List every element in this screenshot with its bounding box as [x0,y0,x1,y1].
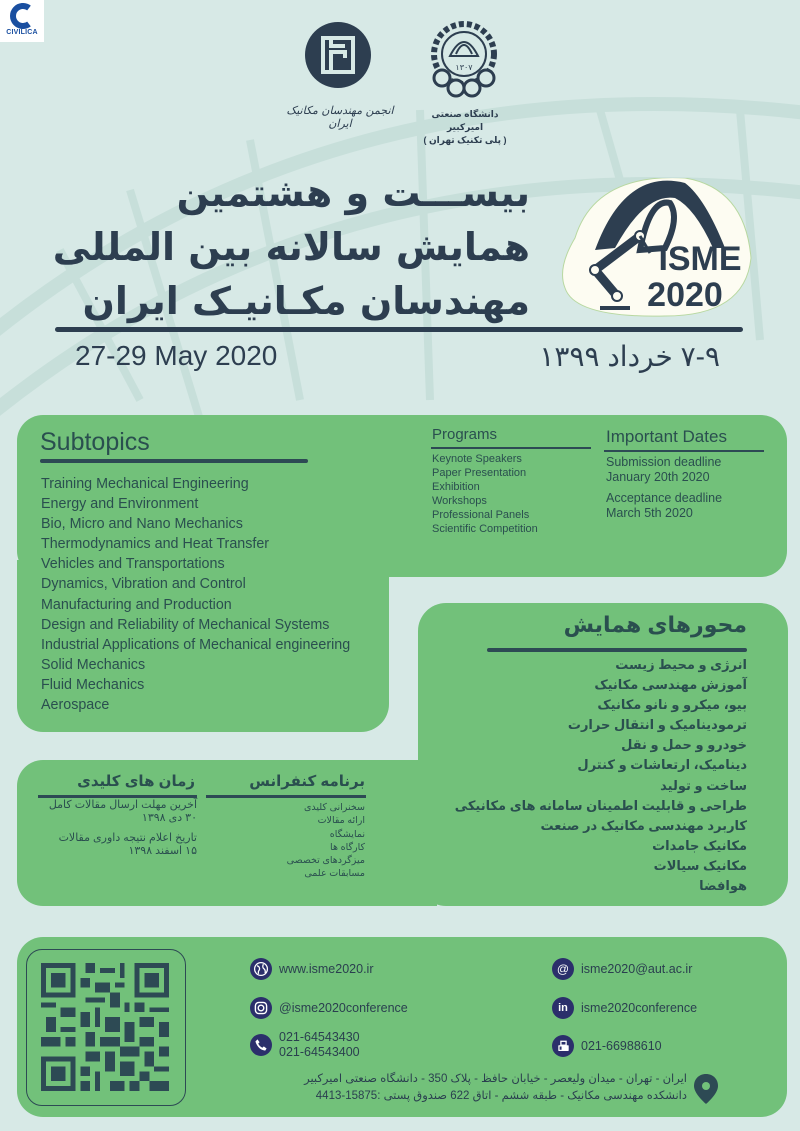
list-item: Professional Panels [432,509,530,522]
list-item: Thermodynamics and Heat Transfer [41,536,270,553]
list-item: Energy and Environment [41,496,199,513]
programs-list [432,452,538,537]
important-dates-heading: Important Dates [606,427,727,446]
at-sign-icon: @ [552,958,574,980]
contact-instagram[interactable] [250,997,408,1019]
list-item: Aerospace [41,697,110,714]
ime-society-logo [305,22,371,88]
date-label: تاریخ اعلام نتیجه داوری مقالات [58,832,197,844]
list-item: خودرو و حمل و نقل [621,737,747,753]
contact-phone[interactable] [250,1030,360,1060]
list-item: ارائه مقالات [317,815,365,827]
civilica-logo-icon [9,3,35,29]
postal-address [250,1071,687,1105]
civilica-watermark[interactable] [0,0,44,42]
list-item: Paper Presentation [432,467,527,480]
list-item: Scientific Competition [432,523,538,536]
ime-logo-caption: انجمن مهندسان مکانیک ایران [286,104,394,130]
list-item: Workshops [432,495,487,508]
key-dates-fa-underline [38,795,197,798]
list-item: Industrial Applications of Mechanical engineering [41,636,351,653]
date-value: March 5th 2020 [606,506,693,520]
key-dates-fa-list [30,799,197,858]
program-fa-list [210,801,365,881]
date-value: January 20th 2020 [606,470,710,484]
list-item: نمایشگاه [329,828,365,840]
instagram-handle[interactable]: @isme2020conference [279,1001,408,1015]
list-item: Solid Mechanics [41,656,146,673]
isme-logo-text: ISME [658,240,742,278]
fax-icon [552,1035,574,1057]
subtopics-underline [40,459,308,463]
list-item: آموزش مهندسی مکانیک [594,677,747,693]
date-label: Acceptance deadline [606,491,723,505]
fax-number[interactable]: 021-66988610 [581,1039,662,1053]
phone-icon [250,1034,272,1056]
subtopics-heading: Subtopics [40,428,150,456]
phone-number-2[interactable]: 021-64543400 [279,1045,360,1059]
title-line-2: همایش سالانه بین المللی [52,225,530,269]
program-fa-underline [206,795,366,798]
contact-fax[interactable] [552,1035,662,1057]
globe-icon [250,958,272,980]
list-item: Dynamics, Vibration and Control [41,576,246,593]
program-fa-heading: برنامه کنفرانس [249,773,365,790]
date-label: Submission deadline [606,455,722,469]
list-item: سخنرانی کلیدی [304,802,365,813]
civilica-label: CIVILICA [6,29,38,36]
isme-logo-year: 2020 [647,276,723,314]
list-item: دینامیک، ارتعاشات و کنترل [577,757,747,773]
subtopics-list [41,474,350,715]
list-item: کارگاه ها [330,841,365,853]
aut-logo-caption [420,108,510,147]
list-item: میزگردهای تخصصی [286,855,365,867]
contact-website[interactable] [250,958,373,980]
list-item: Exhibition [432,481,480,494]
email-link[interactable]: isme2020@aut.ac.ir [581,962,693,976]
aut-caption-line1: دانشگاه صنعتی امیرکبیر [431,109,499,132]
contact-linkedin[interactable] [552,997,697,1019]
list-item: ساخت و تولید [660,777,747,793]
axes-fa-underline [487,648,747,652]
phone-number-1[interactable]: 021-64543430 [279,1030,360,1044]
title-divider [55,327,743,332]
list-item: انرژی و محیط زیست [615,657,747,672]
axes-fa-list [440,655,747,896]
contact-email[interactable] [552,958,692,980]
programs-underline [431,447,591,449]
list-item: Design and Reliability of Mechanical Systems [41,616,330,633]
amirkabir-university-logo [428,20,500,105]
list-item: طراحی و قابلیت اطمینان سامانه های مکانیکی [454,797,747,813]
linkedin-handle[interactable]: isme2020conference [581,1001,698,1015]
list-item: مکانیک جامدات [652,837,747,853]
list-item: مکانیک سیالات [653,857,747,873]
linkedin-icon: in [552,997,574,1019]
title-line-3: مهندسان مکـانیـک ایران [82,279,530,323]
list-item: مسابقات علمی [304,868,365,880]
website-link[interactable]: www.isme2020.ir [279,962,374,976]
axes-fa-heading: محورهای همایش [563,612,747,637]
date-value: ۱۵ اسفند ۱۳۹۸ [128,845,197,857]
conference-date-fa: ۷-۹ خرداد ۱۳۹۹ [539,341,720,372]
list-item: Bio, Micro and Nano Mechanics [41,516,243,533]
qr-code[interactable] [40,963,170,1091]
ime-logo-icon [305,22,371,88]
address-line-1: ایران - تهران - میدان ولیعصر - خیابان حافظ - پلاک 350 - دانشگاه صنعتی امیرکبیر [304,1073,687,1085]
map-pin-icon [693,1073,719,1105]
aut-seal-year: ۱۳۰۷ [455,63,473,72]
address-line-2: دانشکده مهندسی مکانیک - طبقه ششم - اتاق 622 صندوق پستی :15875-4413 [315,1090,687,1102]
list-item: هوافضا [699,878,747,894]
list-item: Fluid Mechanics [41,676,145,693]
phone-numbers [279,1030,360,1060]
isme2020-logo [555,178,755,318]
list-item: ترمودینامیک و انتقال حرارت [567,717,747,733]
list-item: کاربرد مهندسی مکانیک در صنعت [540,817,747,833]
list-item: Vehicles and Transportations [41,556,225,573]
aut-caption-line2: ( پلی تکنیک تهران ) [423,135,507,145]
important-dates-underline [604,450,764,452]
key-dates-fa-heading: زمان های کلیدی [77,773,195,790]
date-value: ۳۰ دی ۱۳۹۸ [141,812,197,824]
title-line-1: بیســـت و هشتمین [176,171,530,215]
date-label: آخرین مهلت ارسال مقالات کامل [48,799,197,811]
conference-title-fa [50,166,530,328]
important-dates-list [606,455,722,521]
programs-heading: Programs [432,426,498,443]
conference-date-en: 27-29 May 2020 [75,340,278,371]
list-item: Training Mechanical Engineering [41,476,249,492]
list-item: بیو، میکرو و نانو مکانیک [597,697,747,713]
list-item: Keynote Speakers [432,453,522,465]
list-item: Manufacturing and Production [41,596,232,613]
instagram-icon [250,997,272,1019]
